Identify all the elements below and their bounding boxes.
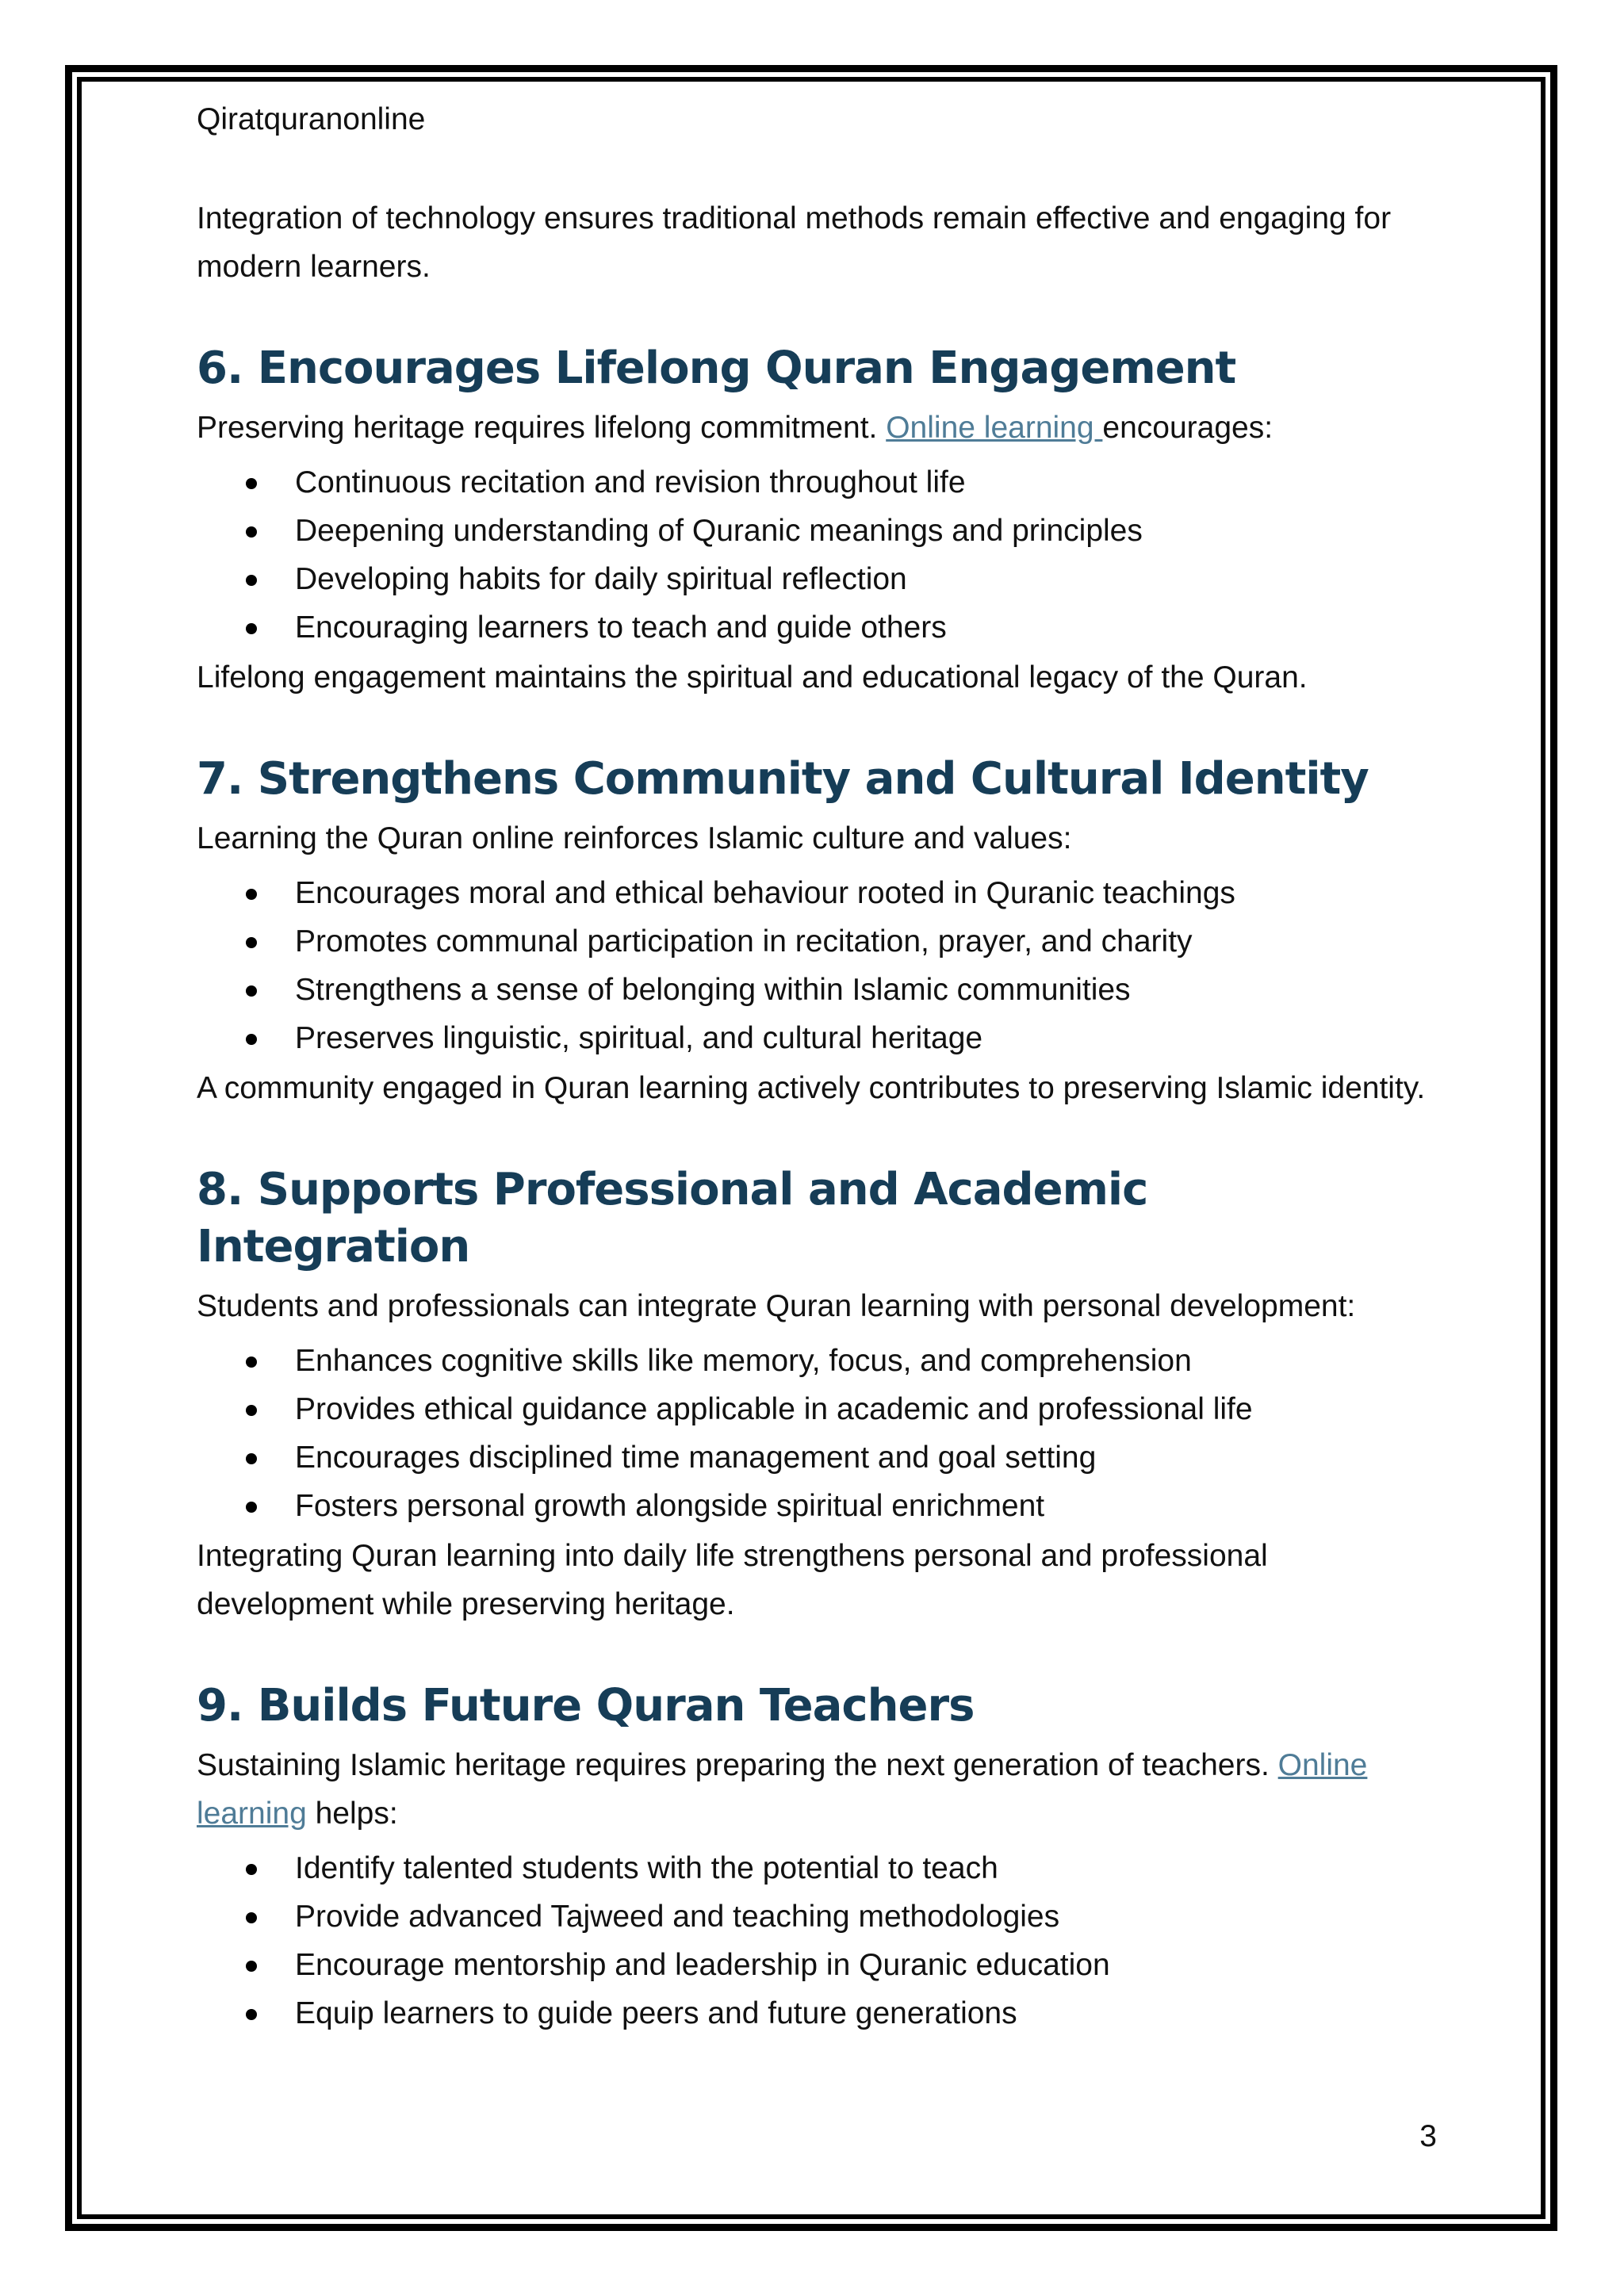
- bullet-icon: [246, 575, 257, 586]
- intro-text: Sustaining Islamic heritage requires preparing the next generation of teachers.: [197, 1748, 1278, 1782]
- bullet-icon: [246, 889, 257, 900]
- list-item: [197, 917, 1434, 966]
- section-intro: [197, 404, 1434, 452]
- bullet-list: [197, 869, 1434, 1062]
- list-item: [197, 869, 1434, 917]
- bullet-icon: [246, 1034, 257, 1045]
- bullet-icon: [246, 1453, 257, 1464]
- section-heading: 6. Encourages Lifelong Quran Engagement: [197, 342, 1236, 394]
- section-heading: 9. Builds Future Quran Teachers: [197, 1680, 975, 1732]
- list-item: [197, 1941, 1434, 1989]
- bullet-icon: [246, 1357, 257, 1368]
- bullet-list: [197, 1844, 1434, 2038]
- list-item-text: Identify talented students with the potential to teach: [295, 1851, 998, 1885]
- bullet-icon: [246, 985, 257, 997]
- list-item-text: Preserves linguistic, spiritual, and cultural heritage: [295, 1021, 983, 1055]
- section-heading: 7. Strengthens Community and Cultural Identity: [197, 753, 1369, 805]
- list-item-text: Provide advanced Tajweed and teaching methodologies: [295, 1900, 1060, 1934]
- list-item-text: Encourages moral and ethical behaviour rooted in Quranic teachings: [295, 876, 1235, 910]
- list-item-text: Developing habits for daily spiritual reflection: [295, 562, 907, 596]
- list-item-text: Fosters personal growth alongside spiritual enrichment: [295, 1489, 1045, 1523]
- bullet-icon: [246, 526, 257, 538]
- bullet-icon: [246, 2009, 257, 2020]
- intro-paragraph: Integration of technology ensures traditional methods remain effective and engaging for modern learners.: [197, 201, 1392, 284]
- section-7: [197, 751, 1434, 1112]
- online-learning-link[interactable]: Online learning: [886, 411, 1103, 445]
- list-item: [197, 507, 1434, 555]
- section-6: [197, 340, 1434, 702]
- bullet-icon: [246, 1405, 257, 1416]
- list-item: [197, 1433, 1434, 1482]
- page-number: 3: [1419, 2119, 1437, 2153]
- bullet-icon: [246, 623, 257, 634]
- site-header: Qiratquranonline: [197, 102, 426, 136]
- bullet-icon: [246, 1864, 257, 1875]
- bullet-icon: [246, 937, 257, 948]
- list-item-text: Equip learners to guide peers and future generations: [295, 1996, 1017, 2030]
- section-heading: 8. Supports Professional and Academic Integration: [197, 1164, 1148, 1272]
- intro-text: helps:: [306, 1797, 398, 1831]
- list-item: [197, 1892, 1434, 1941]
- section-intro: Students and professionals can integrate Quran learning with personal development:: [197, 1289, 1356, 1323]
- list-item: [197, 458, 1434, 507]
- section-outro: Integrating Quran learning into daily life strengthens personal and professional development while preserving heritage.: [197, 1539, 1268, 1621]
- list-item-text: Deepening understanding of Quranic meanings and principles: [295, 514, 1143, 548]
- list-item: [197, 1337, 1434, 1385]
- section-8: [197, 1161, 1434, 1628]
- list-item: [197, 966, 1434, 1014]
- list-item-text: Enhances cognitive skills like memory, focus, and comprehension: [295, 1344, 1192, 1378]
- list-item: [197, 1482, 1434, 1530]
- intro-text: Preserving heritage requires lifelong commitment.: [197, 411, 887, 445]
- list-item-text: Continuous recitation and revision throughout life: [295, 465, 966, 499]
- list-item-text: Encourage mentorship and leadership in Quranic education: [295, 1948, 1110, 1982]
- list-item: [197, 1385, 1434, 1433]
- bullet-list: [197, 458, 1434, 652]
- bullet-icon: [246, 1502, 257, 1513]
- bullet-list: [197, 1337, 1434, 1530]
- list-item-text: Encourages disciplined time management and goal setting: [295, 1441, 1097, 1475]
- list-item-text: Provides ethical guidance applicable in academic and professional life: [295, 1392, 1253, 1426]
- list-item: [197, 1844, 1434, 1892]
- section-9: [197, 1678, 1434, 2038]
- bullet-icon: [246, 1961, 257, 1972]
- list-item-text: Strengthens a sense of belonging within Islamic communities: [295, 973, 1131, 1007]
- document-content: [197, 95, 1434, 2039]
- list-item: [197, 555, 1434, 603]
- section-outro: Lifelong engagement maintains the spiritual and educational legacy of the Quran.: [197, 660, 1308, 695]
- section-intro: Learning the Quran online reinforces Islamic culture and values:: [197, 821, 1072, 855]
- list-item: [197, 1989, 1434, 2038]
- list-item: [197, 603, 1434, 652]
- list-item-text: Encouraging learners to teach and guide others: [295, 610, 947, 645]
- section-outro: A community engaged in Quran learning actively contributes to preserving Islamic identity.: [197, 1071, 1426, 1105]
- bullet-icon: [246, 1912, 257, 1923]
- list-item: [197, 1014, 1434, 1062]
- online-learning-link[interactable]: Online learning: [197, 1748, 1368, 1831]
- bullet-icon: [246, 478, 257, 489]
- intro-text: encourages:: [1102, 411, 1274, 445]
- section-intro: [197, 1741, 1434, 1838]
- list-item-text: Promotes communal participation in recitation, prayer, and charity: [295, 924, 1193, 959]
